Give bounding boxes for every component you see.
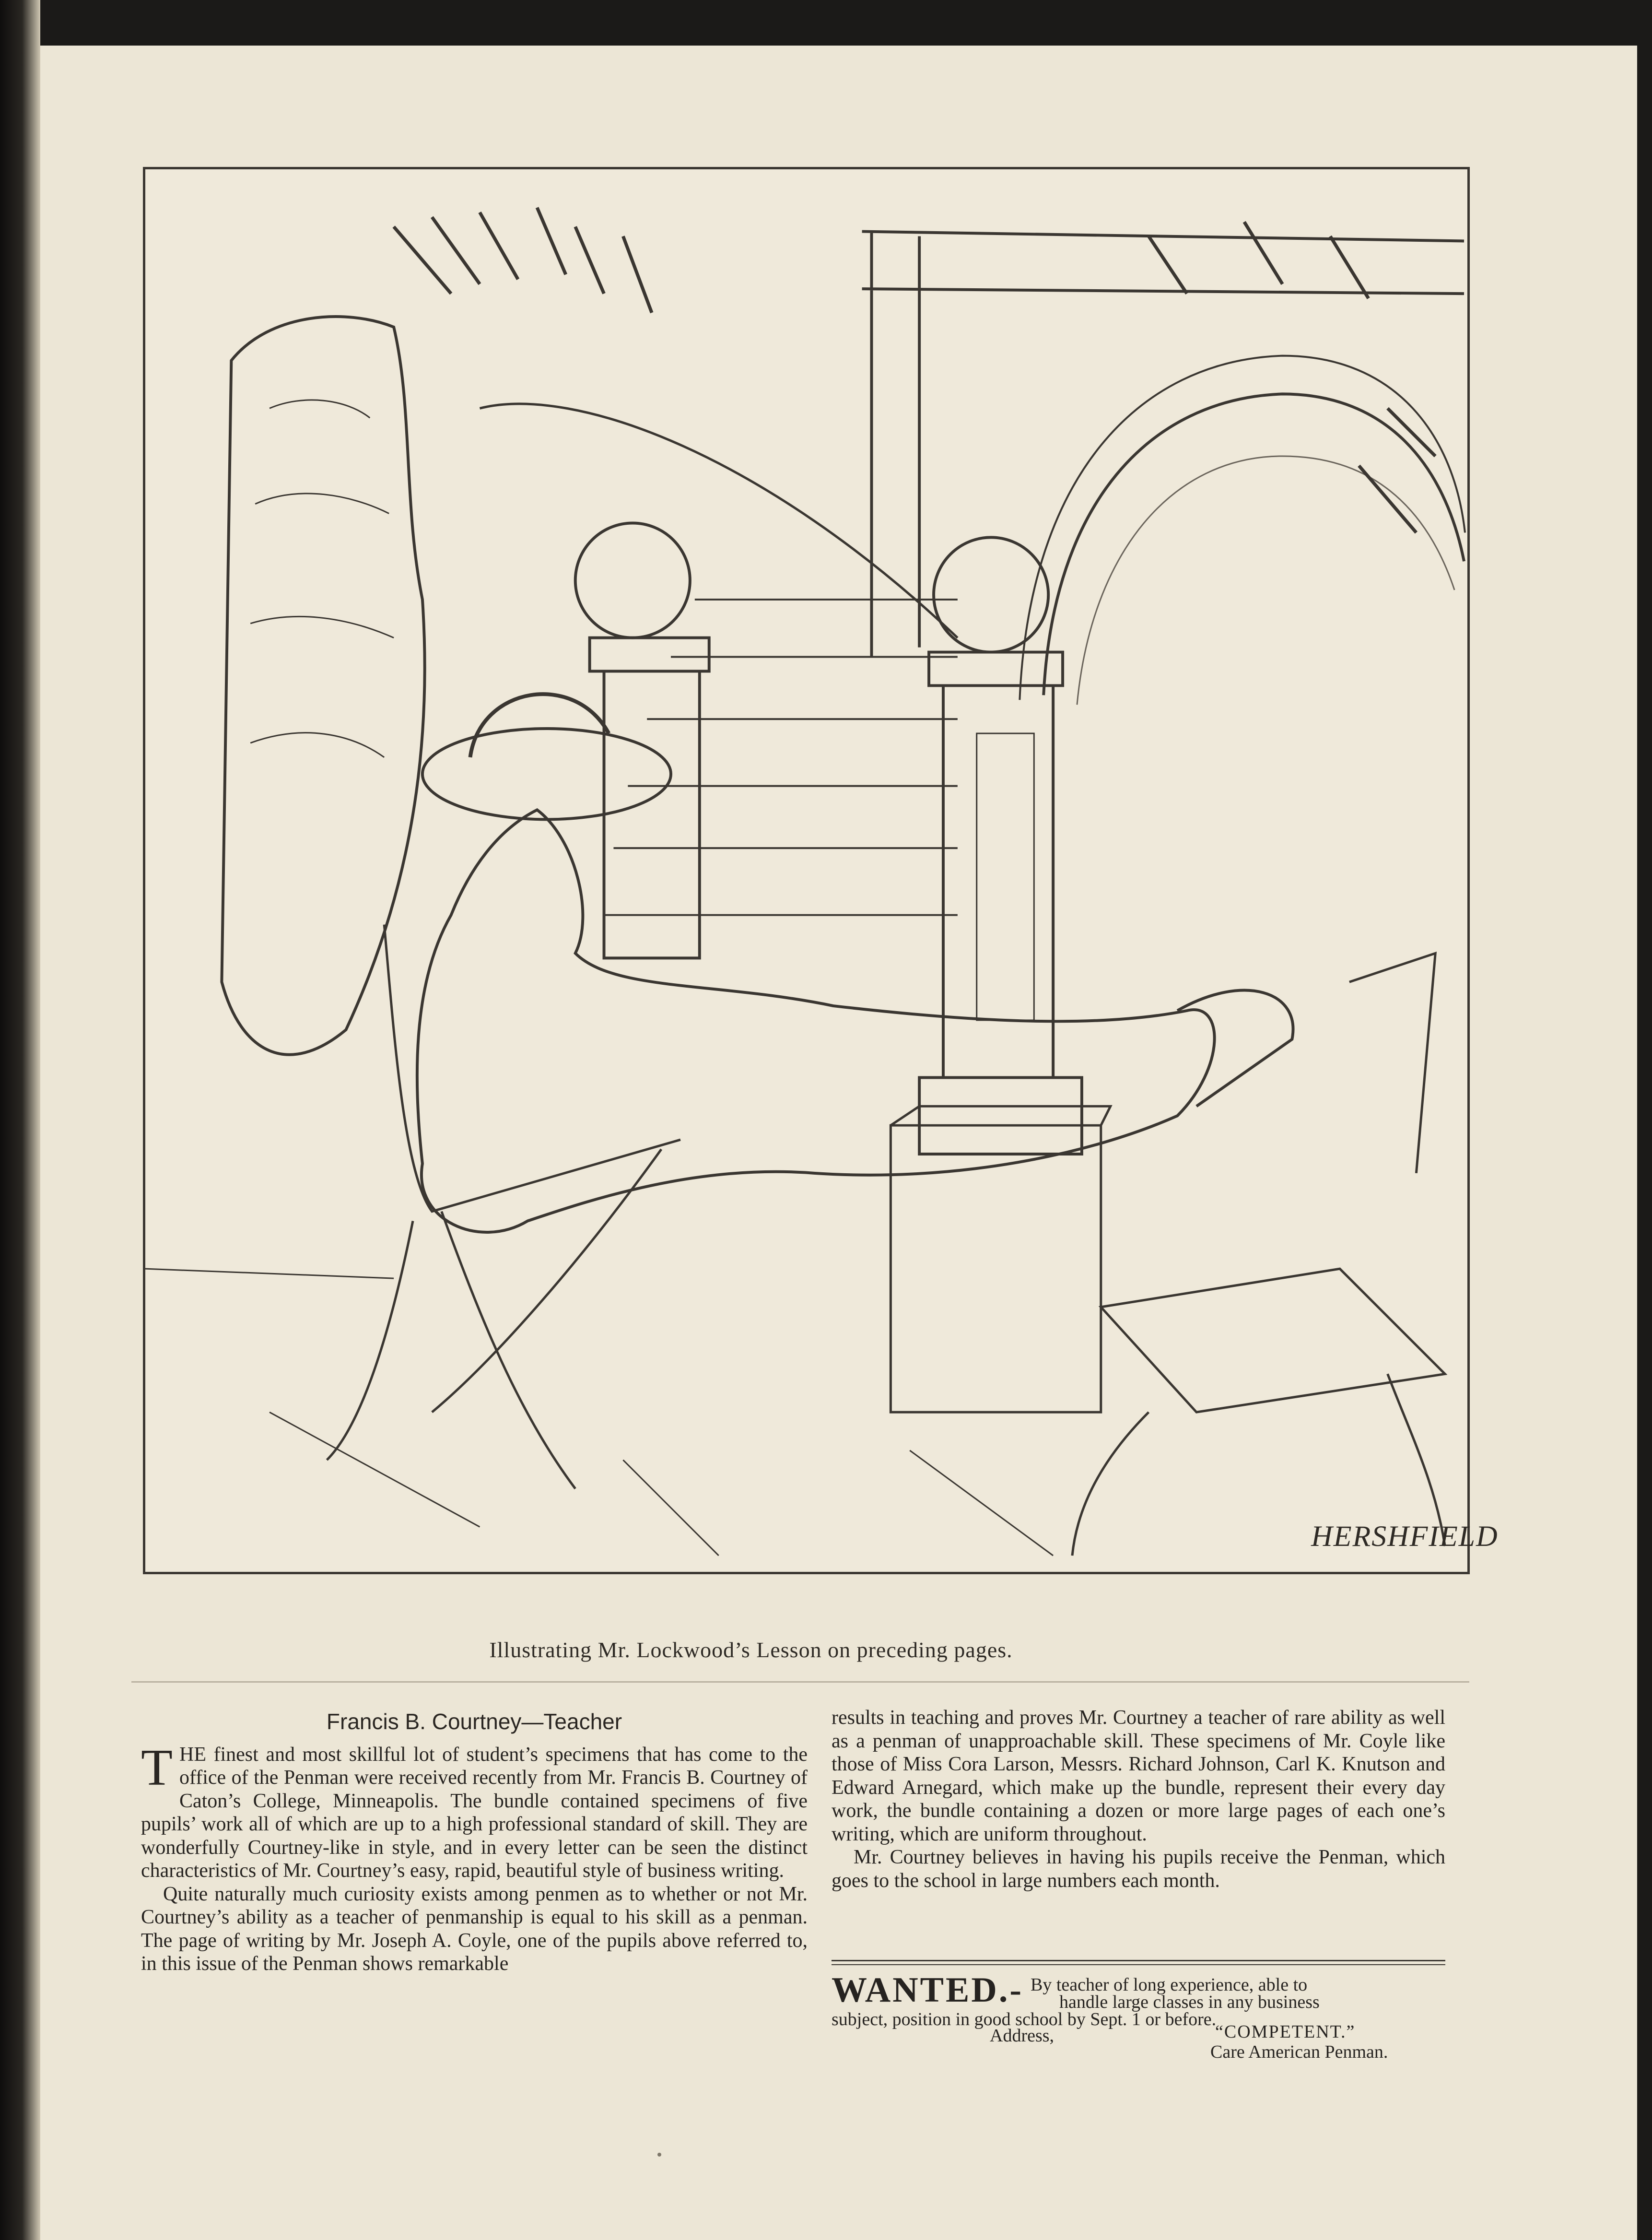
ad-address-label: Address, [990, 2026, 1054, 2046]
article-paragraph-4: Mr. Courtney believes in having his pupils receive the Penman, which goes to the school in large numbers each month. [832, 1846, 1445, 1892]
ad-text-line: subject, position in good school by Sept. 1 or before. [832, 2009, 1217, 2029]
article-title: Francis B. Courtney—Teacher [326, 1709, 622, 1734]
magazine-page [40, 46, 1637, 2240]
pen-and-ink-illustration [143, 167, 1499, 1574]
drop-cap: T [141, 1739, 173, 1796]
article-column-right [832, 1706, 1445, 1892]
illustration-caption: Illustrating Mr. Lockwood’s Lesson on preceding pages. [489, 1638, 1013, 1662]
figure-hat-brim [422, 729, 671, 819]
article-paragraph-3: results in teaching and proves Mr. Courtney a teacher of rare ability as well as a penman of unapproachable skill. These specimens of Mr. Coyle like those of Miss Cora Larson, Messrs. Richard Johnson, Carl K. Knutson and Edward Arnegard, which make up the bundle, represent their every day work, the bundle containing a dozen or more large pages of each one’s writing, which are uniform throughout. [832, 1707, 1445, 1845]
wanted-advertisement [832, 1970, 1445, 2066]
left-pillar [590, 638, 709, 958]
article-paragraph-2: Quite naturally much curiosity exists among penmen as to whether or not Mr. Courtney’s ability as a teacher of penmanship is equal to his skill as a penman. The page of writing by Mr. Joseph A. Coyle, one of the pupils above referred to, in this issue of the Penman shows remarkable [141, 1883, 808, 1975]
wall-beam [862, 232, 1464, 657]
illustration-drawing [145, 169, 1499, 1572]
rock-wall [222, 317, 424, 1055]
empty-chair [1072, 953, 1445, 1556]
ad-care-of: Care American Penman. [1210, 2042, 1388, 2062]
ad-divider-thick [832, 1960, 1445, 1961]
folding-chair [327, 925, 680, 1489]
ad-contact-name: “COMPETENT.” [1215, 2022, 1356, 2042]
section-divider [131, 1681, 1469, 1683]
ad-headline: WANTED.- [832, 1970, 1023, 2010]
footstool [890, 1106, 1110, 1412]
seated-figure [417, 810, 1215, 1232]
ivy-foliage [394, 208, 1435, 533]
right-pillar [919, 652, 1082, 1154]
staircase [604, 600, 958, 915]
page-ornament-dot [657, 2153, 661, 2157]
ad-text-line: handle large classes in any business [1059, 1992, 1320, 2012]
right-globe [934, 537, 1048, 652]
left-globe [575, 523, 690, 637]
artist-signature: HERSHFIELD [1311, 1520, 1499, 1553]
article-column-left [141, 1710, 808, 1976]
article-paragraph-1: THE finest and most skillful lot of student’s specimens that has come to the office of the Penman were received recently from Mr. Francis B. Courtney of Caton’s College, Minneapolis. The bundle contained specimens of five pupils’ work all of which are up to a high professional standard of skill. They are wonderfully Courtney-like in style, and in every letter can be seen the distinct characteristics of Mr. Courtney’s easy, rapid, beautiful style of business writing. [141, 1739, 808, 1882]
ad-divider-thin [832, 1964, 1445, 1965]
book-spine [0, 0, 40, 2240]
ad-text-line: By teacher of long experience, able to [1031, 1975, 1308, 1995]
figure-hat-crown [470, 694, 609, 757]
